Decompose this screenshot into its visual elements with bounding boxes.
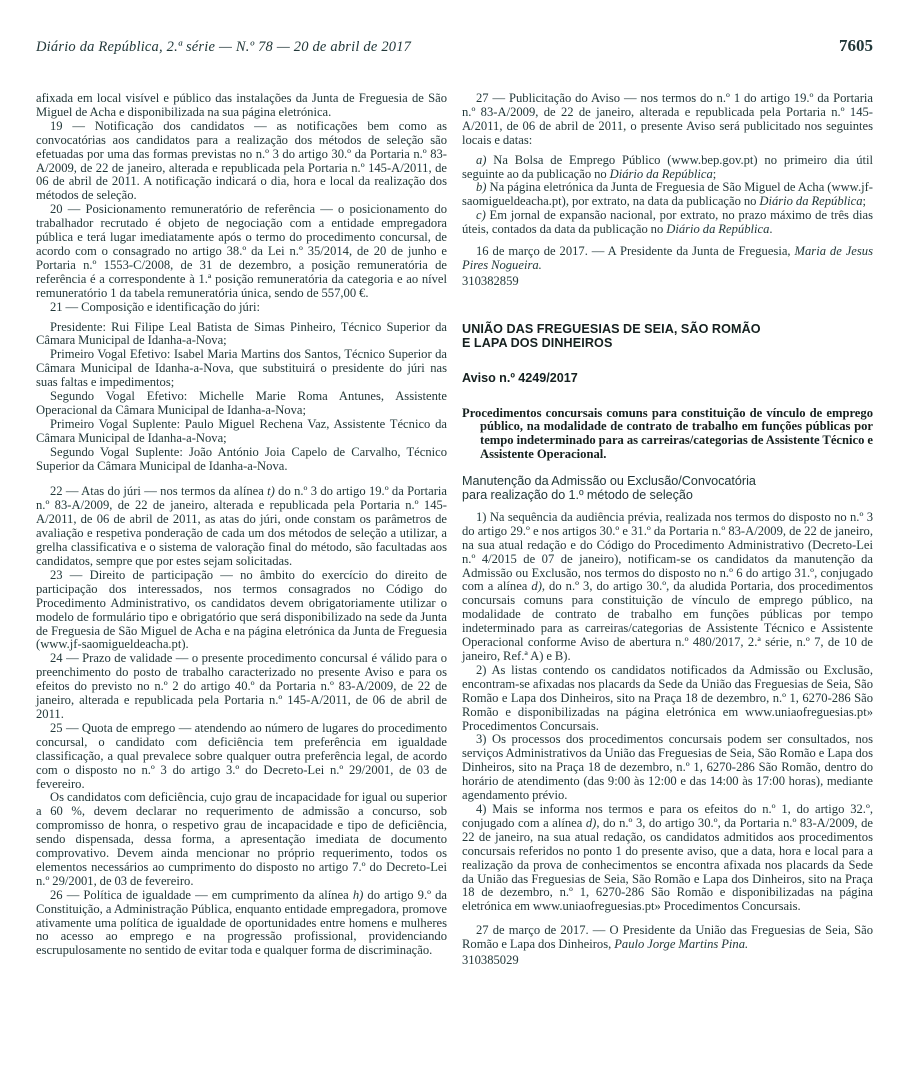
- text-run: Primeiro Vogal Suplente: Paulo Miguel Rechena Vaz, Assistente Técnico da Câmara Municipal de Idanha-a-Nova;: [36, 416, 447, 445]
- text-run: h): [352, 887, 364, 902]
- left-column: [36, 92, 447, 968]
- text-run: E LAPA DOS DINHEIROS: [462, 335, 613, 350]
- paragraph: [462, 664, 873, 734]
- page-header: [36, 36, 873, 56]
- text-run: Primeiro Vogal Efetivo: Isabel Maria Martins dos Santos, Técnico Superior da Câmara Municipal de Idanha-a-Nova, que substituirá o presidente do júri nas suas faltas e impedimentos;: [36, 347, 447, 390]
- text-run: 310385029: [462, 953, 519, 968]
- text-run: 2) As listas contendo os candidatos notificados da Admissão ou Exclusão, encontram-se afixadas nos placards da Sede da União das Freguesias de Seia, São Romão e Lapa dos Dinheiros, sito na Praça 18 de dezembro, n.º 1, 6270-286 São Romão e disponibilizadas na página eletrónica em www.uniaofreguesias.pt» Procedimentos Concursais.: [462, 662, 873, 733]
- text-run: Segundo Vogal Suplente: João António Joia Capelo de Carvalho, Técnico Superior da Câmara Municipal de Idanha-a-Nova.: [36, 444, 447, 473]
- text-run: 3) Os processos dos procedimentos concursais podem ser consultados, nos serviços Administrativos da União das Freguesias de Seia, São Romão e Lapa dos Dinheiros, sito na Praça 18 de dezembro, n.º 1, 6270-286 São Romão, dentro do horário de atendimento (das 9:00 às 12:00 e das 14:00 às 17:00 horas), mediante agendamento prévio.: [462, 732, 873, 803]
- text-run: Maria de Jesus Pires Nogueira.: [462, 244, 873, 272]
- text-run: afixada em local visível e público das instalações da Junta de Freguesia de São Miguel de Acha e disponibilizada na sua página eletrónica.: [36, 91, 447, 119]
- paragraph: [36, 390, 447, 418]
- aviso-number-heading: [462, 372, 873, 386]
- text-run: Manutenção da Admissão ou Exclusão/Convocatória: [462, 474, 756, 489]
- text-run: 21 — Composição e identificação do júri:: [50, 299, 261, 314]
- paragraph: [36, 446, 447, 474]
- section-subheading: [462, 475, 873, 503]
- paragraph: [462, 803, 873, 914]
- text-run: 1) Na sequência da audiência prévia, realizada nos termos do disposto no n.º 3 do artigo 29.º e nos artigos 30.º e 31.º da Portaria n.º 83-A/2009, de 22 de janeiro, na sua atual redação e do Código do Procedimento Administrativo (Decreto-Lei n.º 4/2015 de 07 de janeiro), notificam-se os candidatos da manutenção da Admissão ou Exclusão, nos termos do disposto no n.º 6 do artigo 31.º, conjugado com a alínea: [462, 509, 873, 594]
- paragraph: [36, 92, 447, 120]
- text-run: b): [476, 180, 487, 195]
- paragraph: [36, 348, 447, 390]
- text-run: Presidente: Rui Filipe Leal Batista de Simas Pinheiro, Técnico Superior da Câmara Municipal de Idanha-a-Nova;: [36, 319, 447, 348]
- text-run: para realização do 1.º método de seleção: [462, 488, 693, 503]
- text-run: , do n.º 3, do artigo 30.º, da Portaria n.º 83-A/2009, de 22 de janeiro, na sua atual redação, os candidatos admitidos aos procedimentos concursais referidos no ponto 1 do presente aviso, que a data, hora e local para a realização da prova de conhecimentos se encontra afixada nos placards da Sede da União das Freguesias de Seia, São Romão e Lapa dos Dinheiros, sito na Praça 18 de dezembro, n.º 1, 6270-286 São Romão e disponibilizadas na página eletrónica em www.uniaofreguesias.pt» Procedimentos Concursais.: [462, 815, 873, 914]
- page-number: 7605: [839, 36, 873, 55]
- paragraph: [36, 791, 447, 888]
- text-run: 24 — Prazo de validade — o presente procedimento concursal é válido para o preenchimento do posto de trabalho caracterizado no presente Aviso e para os efeitos do previsto no n.º 2 do artigo 40.º da Portaria n.º 83-A/2009, de 22 de janeiro, alterada e republicada pela Portaria n.º 145-A/2011, de 06 de abril de 2011.: [36, 651, 447, 721]
- text-run: 20 — Posicionamento remuneratório de referência — o posicionamento do trabalhador recrutado é objeto de negociação com a entidade empregadora pública e terá lugar imediatamente após o termo do procedimento concursal, de acordo com o consagrado no artigo 38.º da Lei n.º 35/2014, de 20 de junho e Portaria n.º 1553-C/2008, de 31 de dezembro, a posição remuneratória de referência é a correspondente à 1.ª posição remuneratória da categoria e ao nível remuneratório 1 da tabela remuneratória única, sendo de 557,00 €.: [36, 202, 447, 300]
- content-columns: [36, 92, 873, 968]
- text-run: do n.º 3 do artigo 19.º da Portaria n.º 83-A/2009, de 22 de janeiro, alterada e republicada pela Portaria n.º 145-A/2011, de 06 de abril de 2011, as atas do júri, onde constam os parâmetros de avaliação e respetiva ponderação de cada um dos métodos de seleção a utilizar, a grelha classificativa e o sistema de valoração final do método, são facultadas aos candidatos, sempre que por estes sejam solicitadas.: [36, 484, 447, 568]
- text-run: 4) Mais se informa nos termos e para os efeitos do n.º 1, do artigo 32.º, conjugado com a alínea: [462, 801, 873, 830]
- paragraph: [462, 181, 873, 209]
- text-run: Os candidatos com deficiência, cujo grau de incapacidade for igual ou superior a 60 %, devem declarar no requerimento de admissão a concurso, sob compromisso de honra, o respetivo grau de incapacidade e tipo de deficiência, sendo dispensada, dessa forma, a apresentação imediata de documento comprovativo. Devem ainda mencionar no próprio requerimento, todos os elementos necessários ao cumprimento do disposto no artigo 7.º do Decreto-Lei n.º 29/2001, de 03 de fevereiro.: [36, 790, 447, 888]
- paragraph: [36, 485, 447, 568]
- text-run: d): [585, 815, 597, 830]
- paragraph: [36, 652, 447, 722]
- paragraph: [462, 209, 873, 237]
- aviso-subject-heading: [462, 407, 873, 463]
- text-run: , do n.º 3, do artigo 30.º, da aludida Portaria, dos procedimentos concursais comuns para constituição de vínculo de emprego público, na modalidade de contrato de trabalho em funções públicas por tempo indeterminado para as carreiras/categorias de Assistente Técnico e Assistente Operacional conforme Aviso de abertura n.º 480/2017, 2.ª série, n.º 7, de 10 de janeiro, Ref.ª A) e B).: [462, 579, 873, 663]
- paragraph: [462, 154, 873, 182]
- registration-number: [462, 954, 873, 968]
- text-run: Na Bolsa de Emprego Público (www.bep.gov.pt) no primeiro dia útil seguinte ao da publicação no: [462, 152, 873, 181]
- registration-number: [462, 275, 873, 289]
- text-run: ;: [862, 194, 867, 209]
- journal-title: Diário da República, 2.ª série — N.º 78 — 20 de abril de 2017: [36, 39, 412, 55]
- paragraph: [36, 889, 447, 959]
- text-run: 22 — Atas do júri — nos termos da alínea: [50, 484, 268, 499]
- paragraph: [36, 569, 447, 652]
- paragraph: [462, 511, 873, 664]
- text-run: Procedimentos concursais comuns para constituição de vínculo de emprego público, na modalidade de contrato de trabalho em funções públicas por tempo indeterminado para as carreiras/categorias de Assistente Técnico e Assistente Operacional.: [462, 405, 873, 462]
- paragraph: [462, 245, 873, 273]
- paragraph: [36, 120, 447, 203]
- paragraph: [36, 418, 447, 446]
- text-run: Segundo Vogal Efetivo: Michelle Marie Roma Antunes, Assistente Operacional da Câmara Municipal de Idanha-a-Nova;: [36, 389, 447, 417]
- text-run: 25 — Quota de emprego — atendendo ao número de lugares do procedimento concursal, o candidato com deficiência tem preferência em igualdade classificação, a qual prevalece sobre qualquer outra preferência legal, de acordo com o disposto no n.º 3 do artigo 3.º do Decreto-Lei n.º 29/2001, de 03 de fevereiro.: [36, 720, 447, 791]
- right-column: [462, 92, 873, 968]
- text-run: Na página eletrónica da Junta de Freguesia de São Miguel de Acha (www.jf-saomigueldeacha.pt), por extrato, na data da publicação no: [462, 180, 873, 209]
- text-run: 19 — Notificação dos candidatos — as notificações bem como as convocatórias aos candidatos para a realização dos métodos de seleção são efetuadas por uma das formas previstas no n.º 3 do artigo 30.º da Portaria n.º 83-A/2009, de 22 de janeiro, alterada e republicada pela Portaria n.º 145-A/2011, de 06 de abril de 2011. A notificação indicará o dia, hora e local da realização dos métodos de seleção.: [36, 118, 447, 203]
- paragraph: [36, 722, 447, 792]
- text-run: Diário da República: [759, 194, 863, 209]
- text-run: Diário da República: [666, 222, 770, 237]
- text-run: Diário da República: [609, 166, 713, 181]
- text-run: Em jornal de expansão nacional, por extrato, no prazo máximo de três dias úteis, contados da data da publicação no: [462, 208, 873, 237]
- paragraph: [36, 321, 447, 349]
- text-run: 27 de março de 2017. — O Presidente da União das Freguesias de Seia, São Romão e Lapa dos Dinheiros,: [462, 923, 873, 952]
- text-run: ;: [712, 166, 717, 181]
- text-run: 26 — Política de igualdade — em cumprimento da alínea: [50, 887, 353, 902]
- text-run: UNIÃO DAS FREGUESIAS DE SEIA, SÃO ROMÃO: [462, 321, 761, 336]
- paragraph: [36, 301, 447, 315]
- paragraph: [462, 733, 873, 803]
- paragraph: [36, 203, 447, 300]
- text-run: 23 — Direito de participação — no âmbito do exercício do direito de participação dos interessados, nos termos consagrados no Código do Procedimento Administrativo, os candidatos devem obrigatoriamente utilizar o modelo de formulário tipo e obrigatório que será disponibilizado na sede da Junta de Freguesia de São Miguel de Acha e na página eletrónica da Junta de Freguesia (www.jf-saomigueldeacha.pt).: [36, 567, 447, 652]
- text-run: .: [769, 222, 773, 237]
- paragraph: [462, 92, 873, 148]
- text-run: Paulo Jorge Martins Pina.: [614, 937, 749, 952]
- paragraph: [462, 924, 873, 952]
- text-run: 27 — Publicitação do Aviso — nos termos do n.º 1 do artigo 19.º da Portaria n.º 83-A/2009, de 22 de janeiro, alterada e republicada pela Portaria n.º 145-A/2011, de 06 de abril de 2011, o presente Aviso será publicitado nos seguintes locais e datas:: [462, 91, 873, 147]
- text-run: do artigo 9.º da Constituição, a Administração Pública, enquanto entidade empregadora, promove ativamente uma política de igualdade de oportunidades entre homens e mulheres no acesso ao emprego e na progressão profissional, providenciando escrupulosamente no sentido de evitar toda e qualquer forma de discriminação.: [36, 887, 448, 958]
- text-run: c): [476, 208, 486, 223]
- text-run: t): [267, 484, 275, 499]
- text-run: a): [476, 152, 487, 167]
- entity-heading: [462, 323, 873, 351]
- text-run: 16 de março de 2017. — A Presidente da Junta de Freguesia,: [476, 244, 795, 259]
- text-run: Aviso n.º 4249/2017: [462, 370, 578, 385]
- text-run: 310382859: [462, 273, 519, 288]
- text-run: d): [531, 579, 542, 594]
